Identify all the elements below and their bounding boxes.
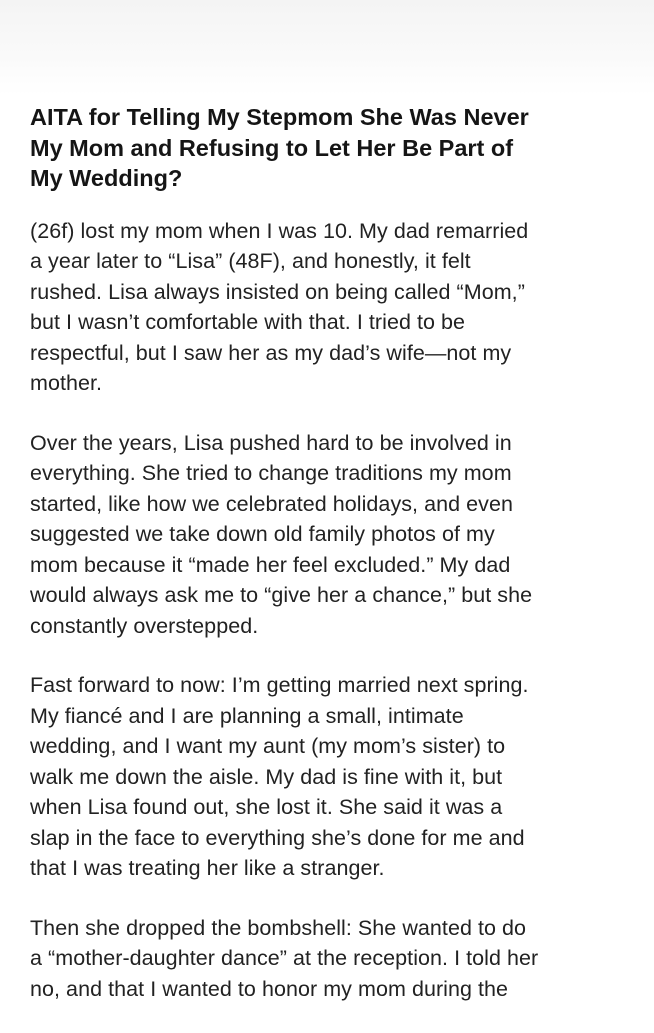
- text-line: wedding, and I want my aunt (my mom’s sister) to: [30, 734, 506, 758]
- text-line: (26f) lost my mom when I was 10. My dad remarried: [30, 218, 529, 243]
- text-line: My fiancé and I are planning a small, intimate: [30, 703, 464, 728]
- text-line: slap in the face to everything she’s done for me and: [30, 825, 525, 850]
- text-line: started, like how we celebrated holidays, and even: [30, 491, 513, 516]
- text-line: constantly overstepped.: [30, 613, 259, 638]
- title-line: AITA for Telling My Stepmom She Was Never: [30, 104, 529, 130]
- paragraph-3: [30, 670, 630, 884]
- text-line: when Lisa found out, she lost it. She said it was a: [30, 795, 503, 819]
- text-line: that I was treating her like a stranger.: [30, 856, 385, 880]
- text-line: Then she dropped the bombshell: She wanted to do: [30, 915, 527, 940]
- text-line: suggested we take down old family photos of my: [30, 522, 495, 546]
- text-line: Over the years, Lisa pushed hard to be involved in: [30, 430, 512, 455]
- paragraph-2: [30, 428, 630, 642]
- post-title: [30, 102, 630, 194]
- title-line: My Mom and Refusing to Let Her Be Part of: [30, 134, 514, 161]
- text-line: everything. She tried to change traditions my mom: [30, 461, 512, 485]
- text-line: Fast forward to now: I’m getting married next spring.: [30, 673, 529, 697]
- text-line: rushed. Lisa always insisted on being called “Mom,”: [30, 279, 525, 304]
- text-line: mother.: [30, 371, 103, 395]
- text-line: respectful, but I saw her as my dad’s wife—not my: [30, 340, 512, 365]
- text-line: walk me down the aisle. My dad is fine with it, but: [30, 764, 503, 789]
- text-line: a “mother-daughter dance” at the reception. I told her: [30, 946, 539, 970]
- paragraph-1: [30, 216, 630, 399]
- text-line: no, and that I wanted to honor my mom during the: [30, 976, 509, 1001]
- title-line: My Wedding?: [30, 165, 183, 191]
- text-line: but I wasn’t comfortable with that. I tried to be: [30, 310, 466, 334]
- text-line: mom because it “made her feel excluded.” My dad: [30, 552, 511, 577]
- post-article: [30, 102, 630, 1033]
- text-line: a year later to “Lisa” (48F), and honestly, it felt: [30, 249, 471, 273]
- paragraph-4: [30, 913, 630, 1005]
- top-blank-area: [0, 0, 654, 95]
- text-line: would always ask me to “give her a chance,” but she: [30, 583, 533, 607]
